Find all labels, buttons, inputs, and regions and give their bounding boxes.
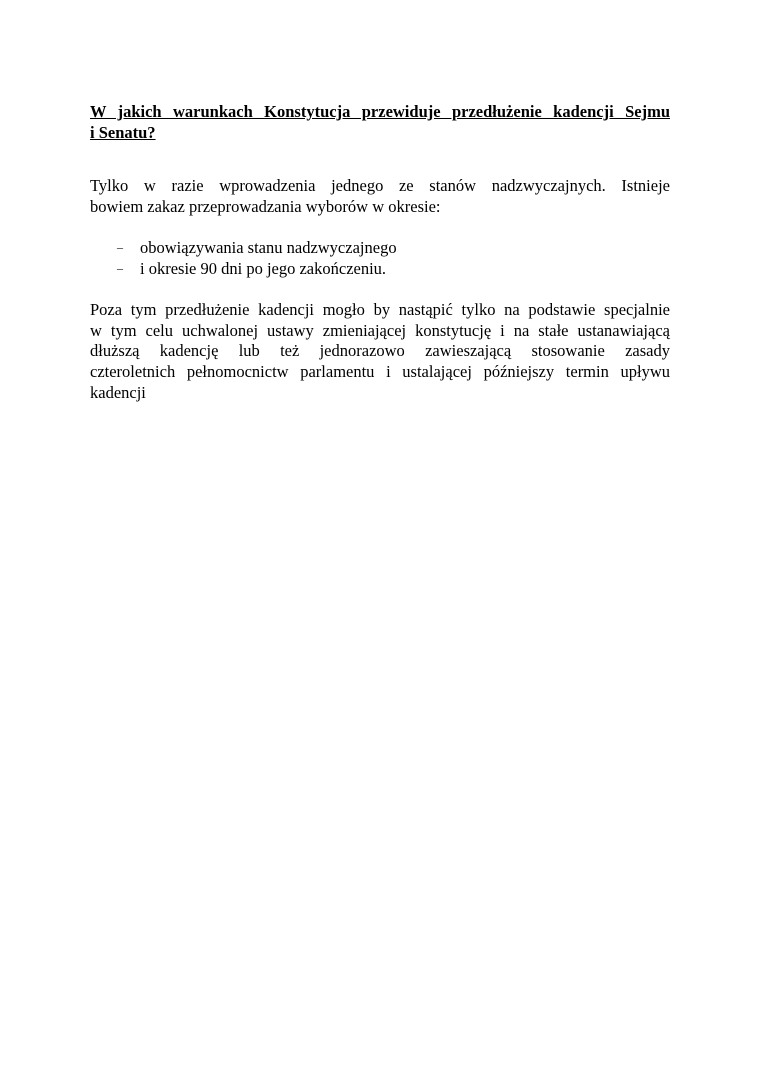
heading-line: i Senatu? [90, 122, 156, 142]
heading-line: W jakich warunkach Konstytucja przewiduje przedłużenie kadencji Sejmu [90, 102, 670, 121]
question-heading [90, 102, 670, 143]
paragraph-line: kadencji [90, 382, 146, 402]
paragraph-line: Tylko w razie wprowadzenia jednego ze stanów nadzwyczajnych. Istnieje [90, 176, 670, 195]
paragraph-line: czteroletnich pełnomocnictw parlamentu i ustalającej późniejszy termin upływu [90, 362, 670, 382]
answer-paragraph-1 [90, 176, 670, 217]
list-item [90, 258, 670, 279]
paragraph-line: Poza tym przedłużenie kadencji mogło by nastąpić tylko na podstawie specjalnie [90, 300, 670, 319]
list-item-text: i okresie 90 dni po jego zakończeniu. [140, 259, 387, 278]
period-list [90, 237, 670, 279]
dash-bullet-icon: – [117, 240, 123, 254]
dash-bullet-icon: – [117, 261, 123, 275]
paragraph-line: dłuższą kadencję lub też jednorazowo zawieszającą stosowanie zasady [90, 341, 670, 361]
paragraph-line: bowiem zakaz przeprowadzania wyborów w okresie: [90, 196, 441, 216]
list-item [90, 237, 670, 258]
list-item-text: obowiązywania stanu nadzwyczajnego [140, 238, 397, 257]
paragraph-line: w tym celu uchwalonej ustawy zmieniającej konstytucję i na stałe ustanawiającą [90, 320, 670, 340]
answer-paragraph-2 [90, 300, 670, 403]
